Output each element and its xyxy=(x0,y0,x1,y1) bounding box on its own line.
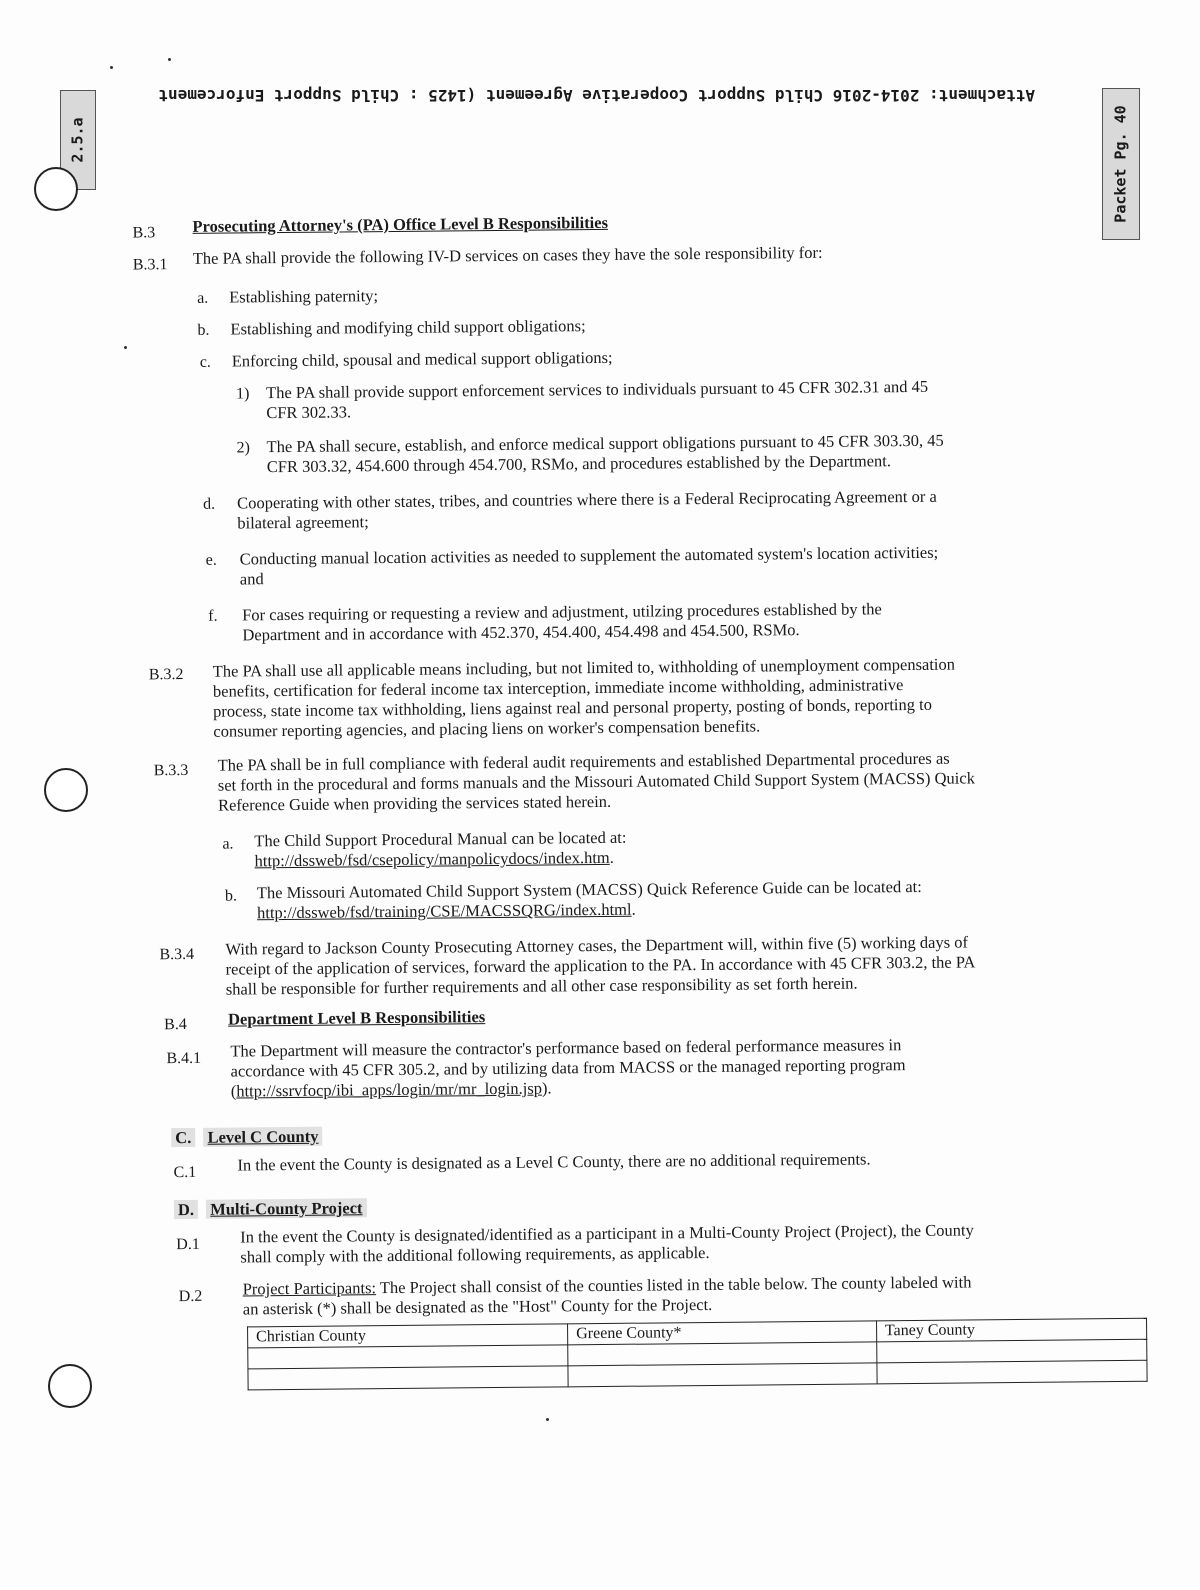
list-item: Establishing paternity; xyxy=(229,286,379,307)
list-label: a. xyxy=(222,835,234,853)
section-number: B.3.3 xyxy=(153,761,189,780)
table-cell xyxy=(877,1339,1147,1363)
paragraph: In the event the County is designated as a Level C County, there are no additional requirements. xyxy=(237,1149,871,1175)
section-number: C.1 xyxy=(173,1163,197,1182)
section-number: B.3 xyxy=(132,224,156,242)
section-number: D.2 xyxy=(178,1287,203,1306)
paragraph: With regard to Jackson County Prosecuting Attorney cases, the Department will, within five (5) working days of receipt of the application of services, forward the application to the PA. In accordance with 45 CFR 303.2, the PA shall be responsible for further requirements and all other case responsibility as set forth herein. xyxy=(225,932,976,999)
section-number: B.4.1 xyxy=(166,1049,202,1068)
list-label: b. xyxy=(197,321,210,339)
list-label: f. xyxy=(208,607,218,625)
table-cell xyxy=(877,1360,1147,1384)
list-item: Cooperating with other states, tribes, and countries where there is a Federal Reciprocating Agreement or a bilateral agreement; xyxy=(237,486,937,533)
list-item: Enforcing child, spousal and medical support obligations; xyxy=(231,347,613,371)
list-label: d. xyxy=(203,495,216,513)
paragraph: The PA shall provide the following IV-D services on cases they have the sole responsibility for: xyxy=(192,242,823,268)
section-heading-d: D. Multi-County Project xyxy=(174,1198,367,1220)
paragraph: The PA shall use all applicable means including, but not limited to, withholding of unemployment compensation benefits, certification for federal income tax interception, immediate income withholding, administrative process, state income tax withholding, liens against real and personal property, posting of bonds, reporting to consumer reporting agencies, and placing liens on worker's compensation benefits. xyxy=(212,654,956,741)
attachment-header: Attachment: 2014-2016 Child Support Cooperative Agreement (1425 : Child Support Enforcement xyxy=(158,86,1035,105)
section-heading: Prosecuting Attorney's (PA) Office Level B Responsibilities xyxy=(192,212,609,236)
table-cell: Greene County* xyxy=(568,1321,877,1345)
paragraph: Project Participants: The Project shall consist of the counties listed in the table below. The county labeled with an asterisk (*) shall be designated as the "Host" County for the Project. xyxy=(242,1272,972,1319)
section-number: D.1 xyxy=(176,1235,200,1254)
table-cell xyxy=(568,1342,877,1366)
paragraph: The PA shall be in full compliance with federal audit requirements and established Departmental procedures as set forth in the procedural and forms manuals and the Missouri Automated Child Support System (MACSS) Quick Reference Guide when providing the services stated herein. xyxy=(217,748,975,815)
section-number: B.4 xyxy=(164,1015,187,1034)
sublist-label: 2) xyxy=(236,439,251,457)
list-item: For cases requiring or requesting a review and adjustment, utilzing procedures established by the Department and in accordance with 452.370, 454.400, 454.498 and 454.500, RSMo. xyxy=(242,599,882,645)
table-cell: Taney County xyxy=(876,1318,1146,1342)
list-item: The Missouri Automated Child Support System (MACSS) Quick Reference Guide can be located at: http://dssweb/fsd/training/CSE/MACSSQRG/index.html. xyxy=(256,876,922,923)
list-item: The Child Support Procedural Manual can be located at: http://dssweb/fsd/csepolicy/manpolicydocs/index.htm. xyxy=(254,827,627,871)
sublist-item: The PA shall provide support enforcement services to individuals pursuant to 45 CFR 302.31 and 45 CFR 302.33. xyxy=(265,376,929,423)
list-label: b. xyxy=(224,887,237,905)
section-heading: Department Level B Responsibilities xyxy=(227,1007,486,1029)
section-number: B.3.4 xyxy=(159,945,195,964)
sublist-item: The PA shall secure, establish, and enforce medical support obligations pursuant to 45 CFR 303.30, 45 CFR 303.32, 454.600 through 454.700, RSMo, and procedures established by the Department. xyxy=(266,430,944,477)
sublist-label: 1) xyxy=(236,385,250,403)
agenda-tab: 2.5.a xyxy=(60,90,96,190)
section-heading-c: C. Level C County xyxy=(171,1127,322,1148)
table-cell xyxy=(568,1363,877,1387)
paragraph: The Department will measure the contractor's performance based on federal performance measures in accordance with 45 CFR 305.2, and by utilizing data from MACSS or the managed reporting program (http://ssrvfocp/ibi_apps/login/mr/mr_login.jsp). xyxy=(230,1035,906,1101)
section-number: B.3.2 xyxy=(148,665,184,684)
managed-reporting-link[interactable]: http://ssrvfocp/ibi_apps/login/mr/mr_login.jsp xyxy=(236,1078,543,1101)
list-label: c. xyxy=(199,353,211,371)
table-cell xyxy=(248,1345,568,1369)
macss-guide-link[interactable]: http://dssweb/fsd/training/CSE/MACSSQRG/index.html xyxy=(256,899,632,923)
list-item: Establishing and modifying child support obligations; xyxy=(230,316,586,339)
project-participants-table xyxy=(247,1318,1148,1391)
table-cell: Christian County xyxy=(248,1324,568,1348)
list-label: a. xyxy=(197,289,209,307)
section-number: B.3.1 xyxy=(132,256,168,274)
list-item: Conducting manual location activities as needed to supplement the automated system's location activities; and xyxy=(239,542,939,589)
paragraph: In the event the County is designated/identified as a participant in a Multi-County Project (Project), the County shall comply with the additional following requirements, as applicable. xyxy=(240,1220,974,1267)
procedural-manual-link[interactable]: http://dssweb/fsd/csepolicy/manpolicydocs/index.htm xyxy=(254,847,610,871)
list-label: e. xyxy=(205,551,217,569)
table-cell xyxy=(248,1366,568,1390)
packet-page-tab: Packet Pg. 40 xyxy=(1102,88,1140,240)
